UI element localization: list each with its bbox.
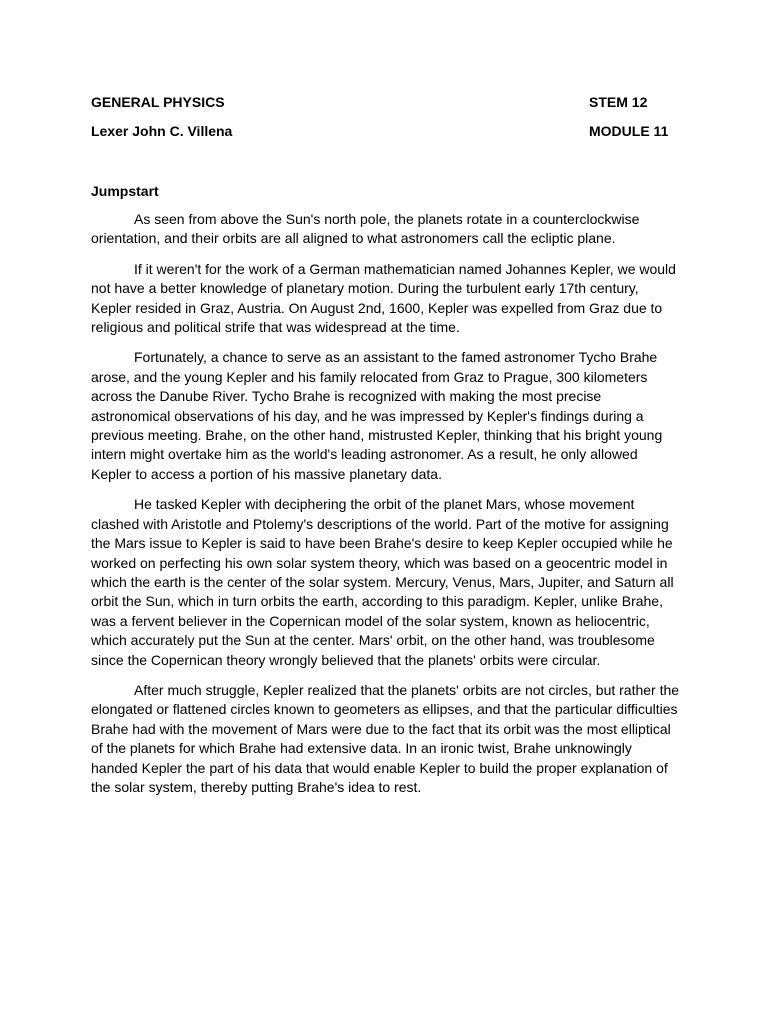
body-text — [91, 210, 681, 808]
paragraph: If it weren't for the work of a German mathematician named Johannes Kepler, we would not have a better knowledge of planetary motion. During the turbulent early 17th century, Kepler resided in Graz, Austria. On August 2nd, 1600, Kepler was expelled from Graz due to religious and political strife that was widespread at the time. — [91, 260, 676, 336]
author-name: Lexer John C. Villena — [91, 123, 233, 139]
subject-heading: GENERAL PHYSICS — [91, 94, 225, 110]
section-title: Jumpstart — [91, 183, 159, 199]
paragraph: Fortunately, a chance to serve as an assistant to the famed astronomer Tycho Brahe arose, and the young Kepler and his family relocated from Graz to Prague, 300 kilometers across the Danube River. Tycho Brahe is recognized with making the most precise astronomical observations of his day, and he was impressed by Kepler's findings during a previous meeting. Brahe, on the other hand, mistrusted Kepler, thinking that his bright young intern might overtake him as the world's leading astronomer. As a result, he only allowed Kepler to access a portion of his massive planetary data. — [91, 349, 663, 482]
paragraph: He tasked Kepler with deciphering the orbit of the planet Mars, whose movement clashed with Aristotle and Ptolemy's descriptions of the world. Part of the motive for assigning the Mars issue to Kepler is said to have been Brahe's desire to keep Kepler occupied while he worked on perfecting his own solar system theory, which was based on a geocentric model in which the earth is the center of the solar system. Mercury, Venus, Mars, Jupiter, and Saturn all orbit the Sun, which in turn orbits the earth, according to this paradigm. Kepler, unlike Brahe, was a fervent believer in the Copernican model of the solar system, known as heliocentric, which accurately put the Sun at the center. Mars' orbit, on the other hand, was troublesome since the Copernican theory wrongly believed that the planets' orbits were circular. — [91, 496, 674, 668]
grade-heading: STEM 12 — [589, 94, 648, 110]
paragraph: As seen from above the Sun's north pole, the planets rotate in a counterclockwise orientation, and their orbits are all aligned to what astronomers call the ecliptic plane. — [91, 211, 640, 247]
paragraph: After much struggle, Kepler realized that the planets' orbits are not circles, but rather the elongated or flattened circles known to geometers as ellipses, and that the particular difficulties Brahe had with the movement of Mars were due to the fact that its orbit was the most elliptical of the planets for which Brahe had extensive data. In an ironic twist, Brahe unknowingly handed Kepler the part of his data that would enable Kepler to build the proper explanation of the solar system, thereby putting Brahe's idea to rest. — [91, 681, 680, 795]
module-label: MODULE 11 — [589, 123, 669, 139]
